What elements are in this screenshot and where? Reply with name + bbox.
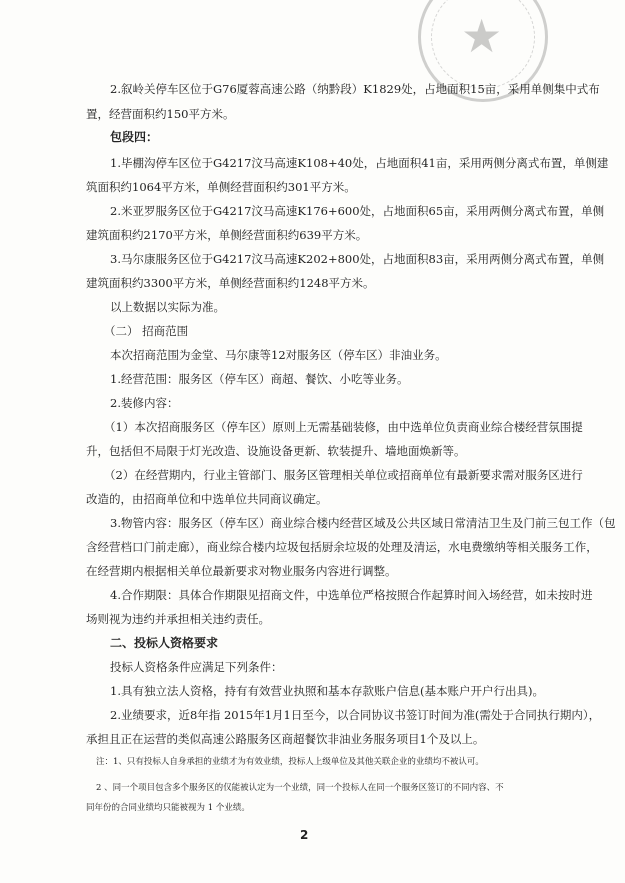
section-heading: （二） 招商范围 <box>104 324 189 338</box>
paragraph: 2.业绩要求，近8年指 2015年1月1日至今，以合同协议书签订时间为准(需处于合同执行期内）， <box>110 708 601 722</box>
seal-star-icon: ★ <box>461 9 503 63</box>
paragraph: 建筑面积约2170平方米，单侧经营面积约639平方米。 <box>86 228 368 242</box>
page-number: 2 <box>300 828 309 842</box>
section-heading: 二、投标人资格要求 <box>110 636 219 650</box>
footnote: 同年份的合同业绩均只能被视为 1 个业绩。 <box>86 803 250 813</box>
paragraph: 升，包括但不局限于灯光改造、设施设备更新、软装提升、墙地面焕新等。 <box>86 444 466 458</box>
paragraph: 含经营档口门前走廊），商业综合楼内垃圾包括厨余垃圾的处理及清运，水电费缴纳等相关服务工作， <box>86 540 598 554</box>
paragraph: （2）在经营期内，行业主管部门、服务区管理相关单位或招商单位有最新要求需对服务区进行 <box>104 468 583 482</box>
paragraph: 投标人资格条件应满足下列条件： <box>110 660 283 674</box>
paragraph: 2.米亚罗服务区位于G4217汶马高速K176+600处，占地面积65亩，采用两侧分离式布置，单侧 <box>110 204 605 218</box>
paragraph: 场则视为违约并承担相关违约责任。 <box>86 612 270 626</box>
paragraph: 本次招商范围为金堂、马尔康等12对服务区（停车区）非油业务。 <box>110 348 447 362</box>
paragraph: 3.马尔康服务区位于G4217汶马高速K202+800处，占地面积83亩，采用两侧分离式布置，单侧 <box>110 252 605 266</box>
paragraph: 2.装修内容： <box>110 396 179 410</box>
paragraph: 以上数据以实际为准。 <box>110 300 225 314</box>
paragraph: 1.经营范围：服务区（停车区）商超、餐饮、小吃等业务。 <box>110 372 409 386</box>
paragraph: （1）本次招商服务区（停车区）原则上无需基础装修，由中选单位负责商业综合楼经营氛围提 <box>104 420 583 434</box>
paragraph: 承担且正在运营的类似高速公路服务区商超餐饮非油业务服务项目1个及以上。 <box>86 732 485 746</box>
paragraph: 4.合作期限：具体合作期限见招商文件，中选单位严格按照合作起算时间入场经营，如未按时进 <box>110 588 593 602</box>
paragraph: 2.叙岭关停车区位于G76厦蓉高速公路（纳黔段）K1829处，占地面积15亩，采用单侧集中式布 <box>110 82 600 96</box>
paragraph: 1.毕棚沟停车区位于G4217汶马高速K108+40处，占地面积41亩，采用两侧分离式布置，单侧建 <box>110 156 609 170</box>
section-heading: 包段四： <box>110 130 159 144</box>
paragraph: 1.具有独立法人资格，持有有效营业执照和基本存款账户信息(基本账户开户行出具)。 <box>110 684 544 698</box>
paragraph: 建筑面积约3300平方米，单侧经营面积约1248平方米。 <box>86 276 375 290</box>
paragraph: 筑面积约1064平方米，单侧经营面积约301平方米。 <box>86 180 356 194</box>
paragraph: 在经营期内根据相关单位最新要求对物业服务内容进行调整。 <box>86 564 397 578</box>
paragraph: 置，经营面积约150平方米。 <box>86 107 235 121</box>
footnote: 注：1、只有投标人自身承担的业绩才为有效业绩，投标人上级单位及其他关联企业的业绩均不被认可。 <box>96 757 484 767</box>
paragraph: 3.物管内容：服务区（停车区）商业综合楼内经营区域及公共区域日常清洁卫生及门前三包工作（包 <box>110 516 616 530</box>
footnote: 2 、同一个项目包含多个服务区的仅能被认定为一个业绩，同一个投标人在同一个服务区签订的不同内容、不 <box>96 783 504 793</box>
paragraph: 改造的，由招商单位和中选单位共同商议确定。 <box>86 492 328 506</box>
